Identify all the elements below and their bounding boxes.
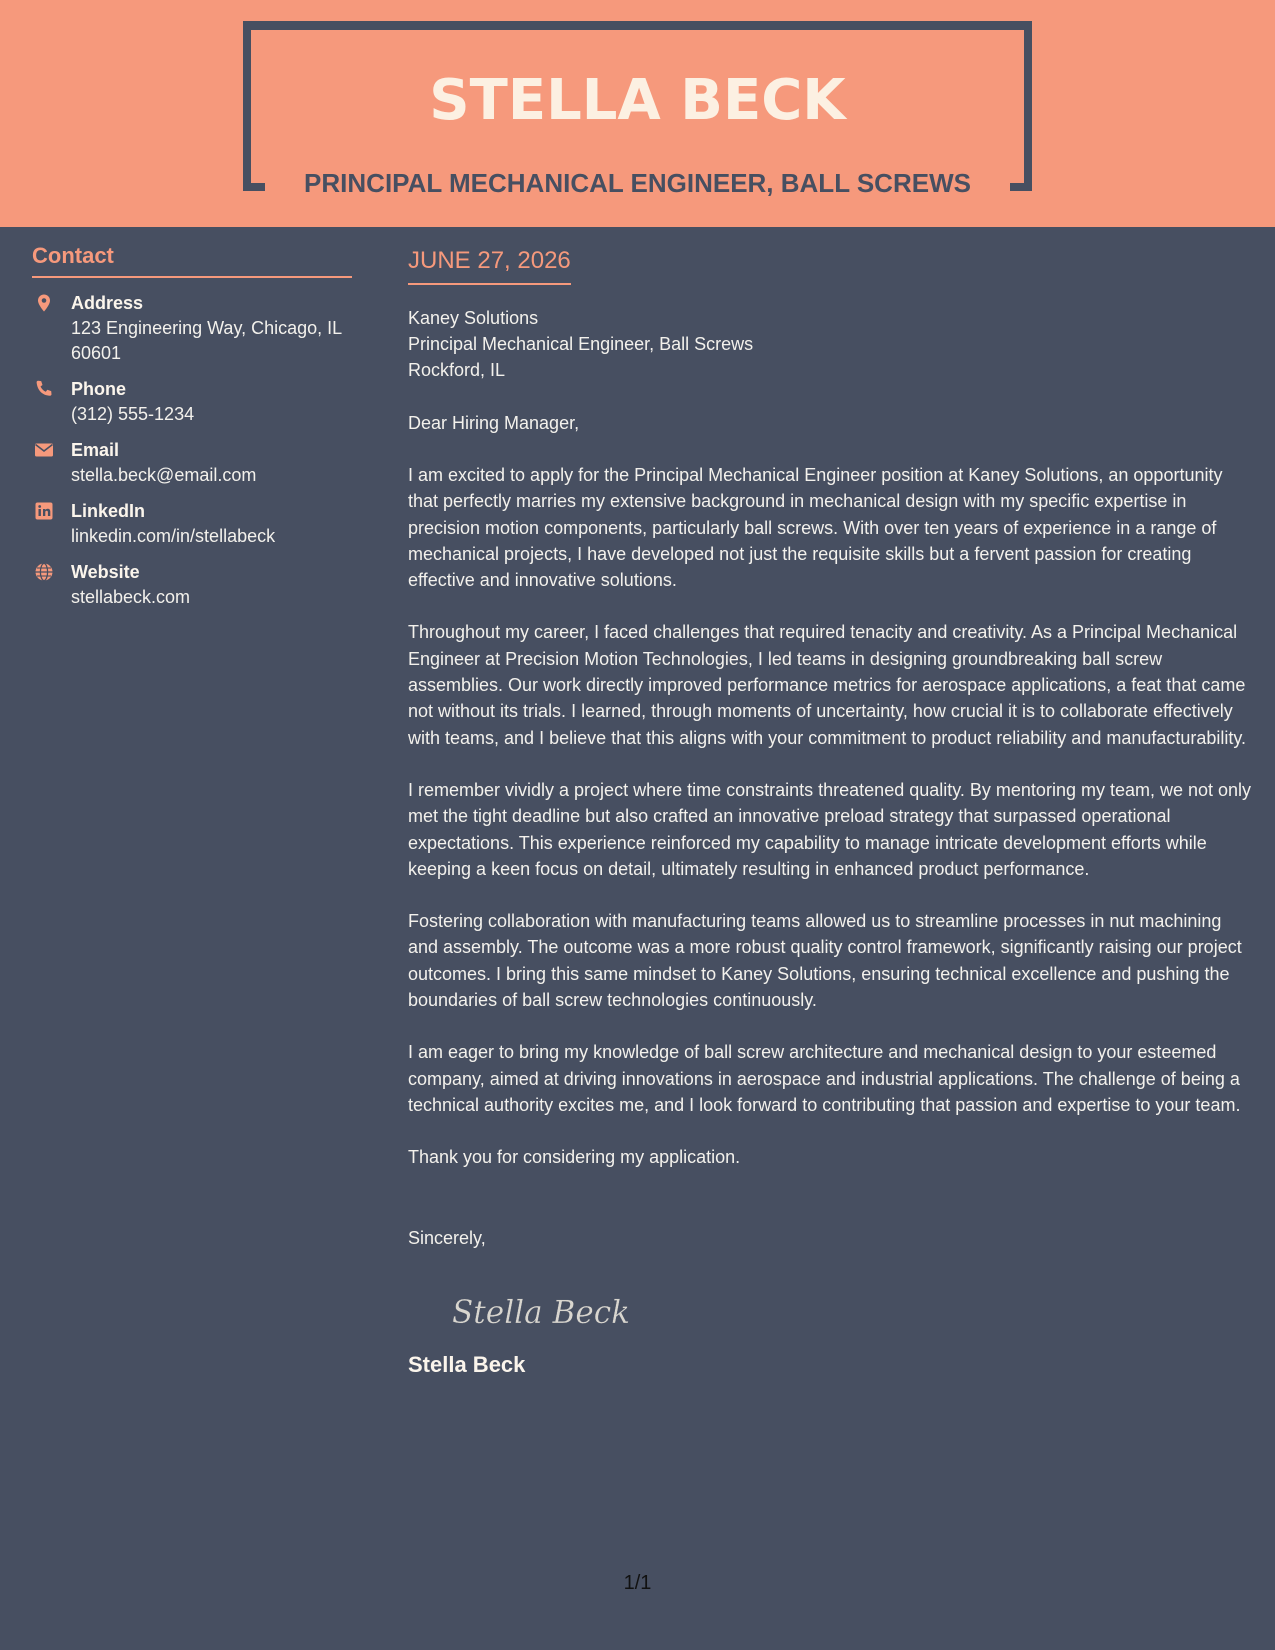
contact-label: Phone: [71, 379, 127, 399]
map-pin-icon: [34, 293, 54, 313]
contact-label: Website: [71, 562, 140, 582]
page-number: 1/1: [623, 1572, 652, 1594]
contact-value: (312) 555-1234: [71, 404, 195, 424]
letter-date: JUNE 27, 2026: [408, 245, 571, 285]
applicant-name: STELLA BECK: [429, 68, 846, 133]
globe-icon: [34, 562, 54, 582]
contact-value: stella.beck@email.com: [71, 465, 257, 485]
recipient-location: Rockford, IL: [408, 360, 506, 380]
body-paragraph: I am eager to bring my knowledge of ball screw architecture and mechanical design to your esteemed company, aimed at driving innovations in aerospace and industrial applications. The challenge of being a technical authority excites me, and I look forward to contributing that passion and expertise to your team.: [408, 1042, 1241, 1115]
linkedin-icon: [34, 501, 54, 521]
contact-item-website: [32, 560, 352, 610]
recipient-position: Principal Mechanical Engineer, Ball Screws: [408, 334, 754, 354]
body-paragraph: Fostering collaboration with manufacturing teams allowed us to streamline processes in nut machining and assembly. The outcome was a more robust quality control framework, significantly raising our project outcomes. I bring this same mindset to Kaney Solutions, ensuring technical excellence and pushing the boundaries of ball screw technologies continuously.: [408, 911, 1242, 1011]
contact-item-email: [32, 438, 352, 488]
recipient-company: Kaney Solutions: [408, 308, 539, 328]
contact-value: stellabeck.com: [71, 587, 191, 607]
phone-icon: [34, 379, 54, 399]
recipient-block: [408, 305, 1253, 383]
contact-label: Email: [71, 440, 120, 460]
frame-top-bar: [243, 21, 1032, 30]
contact-sidebar: [32, 240, 352, 610]
cover-letter-body: [408, 245, 1253, 1380]
salutation: Dear Hiring Manager,: [408, 413, 580, 433]
body-paragraph: Throughout my career, I faced challenges that required tenacity and creativity. As a Principal Mechanical Engineer at Precision Motion Technologies, I led teams in designing groundbreaking ball screw assemblies. Our work directly improved performance metrics for aerospace applications, a feat that came not without its trials. I learned, through moments of uncertainty, how crucial it is to collaborate effectively with teams, and I believe that this aligns with your commitment to product reliability and manufacturability.: [408, 622, 1247, 748]
contact-item-address: [32, 291, 352, 366]
contact-value: 123 Engineering Way, Chicago, IL 60601: [71, 318, 342, 363]
signer-name: Stella Beck: [408, 1351, 526, 1377]
contact-list: [32, 291, 352, 610]
contact-value: linkedin.com/in/stellabeck: [71, 526, 276, 546]
body-paragraph: Thank you for considering my application.: [408, 1147, 741, 1168]
contact-label: Address: [71, 293, 144, 313]
svg-text:Stella Beck: Stella Beck: [452, 1292, 630, 1331]
contact-label: LinkedIn: [71, 501, 146, 521]
envelope-icon: [34, 440, 54, 460]
body-paragraph: I am excited to apply for the Principal Mechanical Engineer position at Kaney Solutions, an opportunity that perfectly marries my extensive background in mechanical design with my specific expertise in precision motion components, particularly ball screws. With over ten years of experience in a range of mechanical projects, I have developed not just the requisite skills but a fervent passion for creating effective and innovative solutions.: [408, 465, 1223, 591]
contact-heading: Contact: [32, 240, 352, 278]
closing: Sincerely,: [408, 1227, 486, 1248]
contact-item-linkedin: [32, 499, 352, 549]
applicant-job-title: PRINCIPAL MECHANICAL ENGINEER, BALL SCREWS: [304, 168, 971, 198]
handwritten-signature: [448, 1285, 638, 1335]
contact-item-phone: [32, 377, 352, 427]
header-banner: [0, 0, 1275, 227]
body-paragraph: I remember vividly a project where time constraints threatened quality. By mentoring my team, we not only met the tight deadline but also crafted an innovative preload strategy that surpassed operational expectations. This experience reinforced my capability to manage intricate development efforts while keeping a keen focus on detail, ultimately resulting in enhanced product performance.: [408, 779, 1252, 879]
